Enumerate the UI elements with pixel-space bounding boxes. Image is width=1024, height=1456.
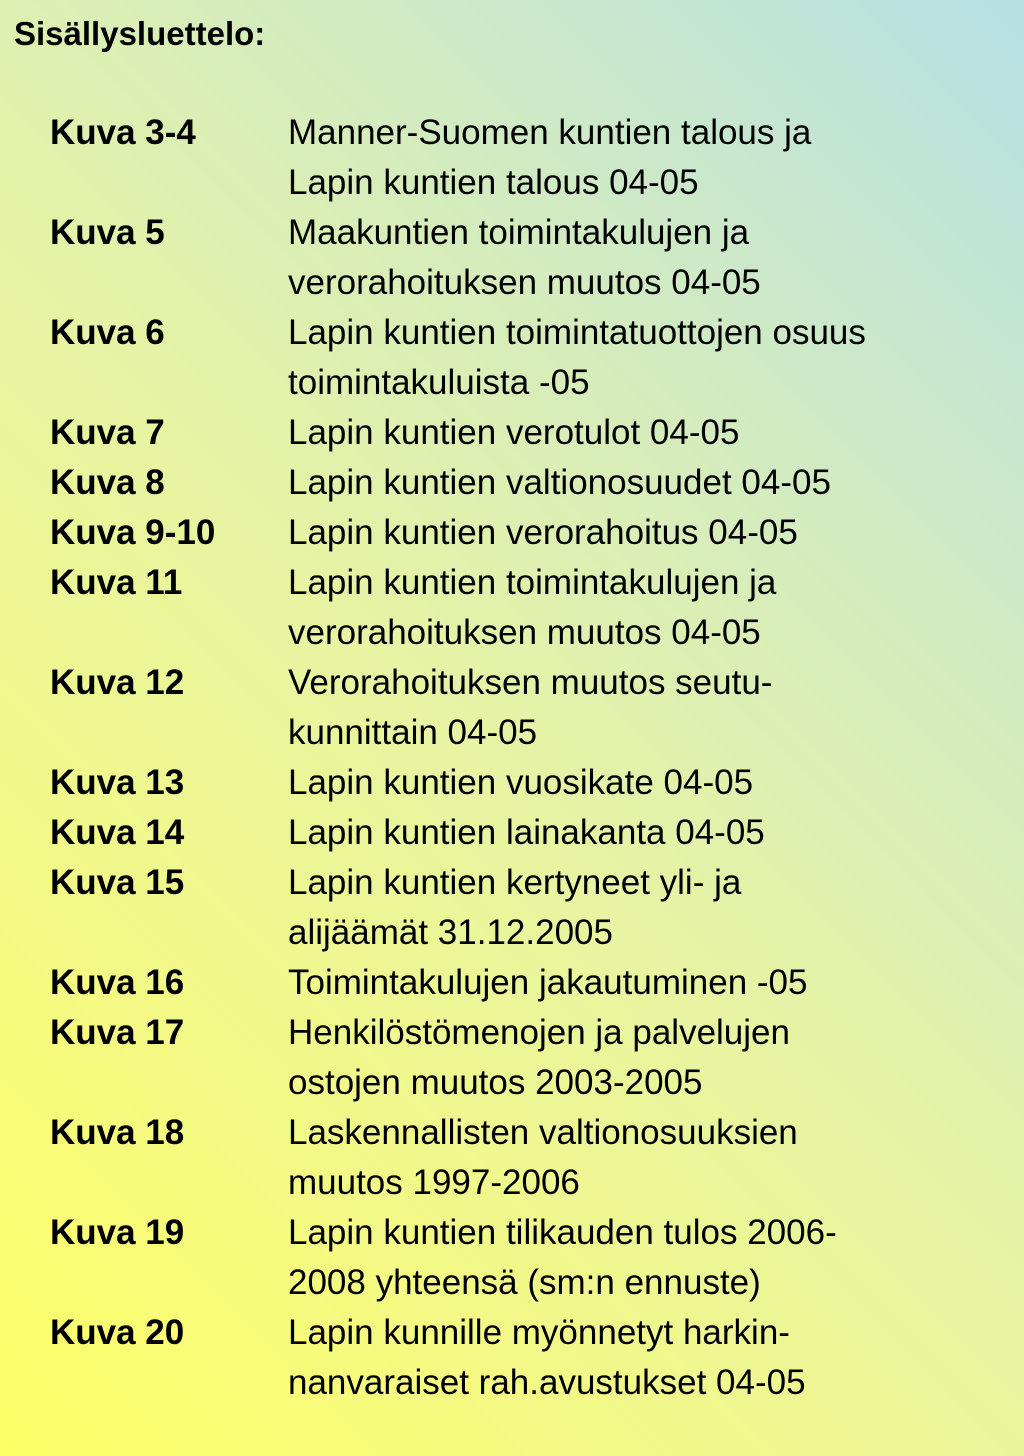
figure-label: Kuva 7: [50, 413, 165, 452]
figure-label: Kuva 18: [50, 1113, 185, 1152]
figure-description: [288, 1008, 988, 1108]
figure-description-line: Maakuntien toimintakulujen ja: [288, 213, 750, 252]
figure-description-line: Lapin kuntien valtionosuudet 04-05: [288, 463, 831, 502]
figure-label: Kuva 5: [50, 213, 165, 252]
figure-label: Kuva 20: [50, 1313, 185, 1352]
toc-entry: [50, 658, 1010, 758]
figure-description-line: Manner-Suomen kuntien talous ja: [288, 113, 812, 152]
figure-description-line: verorahoituksen muutos 04-05: [288, 613, 761, 652]
figure-label: Kuva 3-4: [50, 113, 196, 152]
figure-description: [288, 1108, 988, 1208]
toc-entry: [50, 408, 1010, 458]
toc-entry: [50, 858, 1010, 958]
figure-description-line: muutos 1997-2006: [288, 1163, 580, 1202]
figure-description-line: Verorahoituksen muutos seutu-: [288, 663, 773, 702]
toc-entry: [50, 458, 1010, 508]
figure-description-line: Lapin kuntien toimintakulujen ja: [288, 563, 777, 602]
toc-entry: [50, 758, 1010, 808]
figure-label: Kuva 13: [50, 763, 185, 802]
figure-label: Kuva 11: [50, 563, 183, 602]
figure-description-line: nanvaraiset rah.avustukset 04-05: [288, 1363, 806, 1402]
figure-description: [288, 958, 988, 1008]
toc-entry: [50, 808, 1010, 858]
figure-description-line: Henkilöstömenojen ja palvelujen: [288, 1013, 790, 1052]
figure-label: Kuva 14: [50, 813, 185, 852]
figure-description: [288, 108, 988, 208]
figure-description: [288, 458, 988, 508]
figure-description-line: toimintakuluista -05: [288, 363, 590, 402]
toc-entry: [50, 558, 1010, 658]
figure-label: Kuva 12: [50, 663, 185, 702]
figure-description: [288, 1308, 988, 1408]
figure-description: [288, 1208, 988, 1308]
figure-description-line: ostojen muutos 2003-2005: [288, 1063, 703, 1102]
figure-description-line: Lapin kuntien toimintatuottojen osuus: [288, 313, 866, 352]
figure-description: [288, 658, 988, 758]
figure-description-line: Lapin kuntien verotulot 04-05: [288, 413, 740, 452]
toc-entry: [50, 1008, 1010, 1108]
figure-label: Kuva 15: [50, 863, 185, 902]
figure-description: [288, 808, 988, 858]
figure-description: [288, 308, 988, 408]
figure-description-line: alijäämät 31.12.2005: [288, 913, 613, 952]
figure-description-line: 2008 yhteensä (sm:n ennuste): [288, 1263, 761, 1302]
figure-description-line: Lapin kuntien kertyneet yli- ja: [288, 863, 742, 902]
toc-entry: [50, 308, 1010, 408]
toc-entry: [50, 1208, 1010, 1308]
figure-description: [288, 208, 988, 308]
figure-description-line: Lapin kuntien vuosikate 04-05: [288, 763, 754, 802]
figure-description-line: Lapin kuntien lainakanta 04-05: [288, 813, 765, 852]
toc-entry: [50, 958, 1010, 1008]
figure-description-line: kunnittain 04-05: [288, 713, 538, 752]
figure-description: [288, 858, 988, 958]
figure-label: Kuva 9-10: [50, 513, 216, 552]
toc-title: Sisällysluettelo:: [14, 15, 266, 52]
figure-description-line: Lapin kuntien talous 04-05: [288, 163, 699, 202]
figure-label: Kuva 19: [50, 1213, 185, 1252]
toc-entry: [50, 1108, 1010, 1208]
figure-description: [288, 558, 988, 658]
figure-description: [288, 508, 988, 558]
figure-label: Kuva 16: [50, 963, 185, 1002]
toc-list: [50, 108, 1010, 1408]
figure-description-line: Lapin kuntien tilikauden tulos 2006-: [288, 1213, 837, 1252]
figure-description: [288, 758, 988, 808]
figure-description-line: verorahoituksen muutos 04-05: [288, 263, 761, 302]
toc-entry: [50, 208, 1010, 308]
figure-description-line: Lapin kunnille myönnetyt harkin-: [288, 1313, 790, 1352]
toc-entry: [50, 108, 1010, 208]
figure-label: Kuva 17: [50, 1013, 185, 1052]
toc-entry: [50, 508, 1010, 558]
figure-description-line: Toimintakulujen jakautuminen -05: [288, 963, 808, 1002]
figure-description: [288, 408, 988, 458]
figure-description-line: Lapin kuntien verorahoitus 04-05: [288, 513, 798, 552]
figure-label: Kuva 8: [50, 463, 165, 502]
figure-label: Kuva 6: [50, 313, 165, 352]
toc-entry: [50, 1308, 1010, 1408]
figure-description-line: Laskennallisten valtionosuuksien: [288, 1113, 798, 1152]
